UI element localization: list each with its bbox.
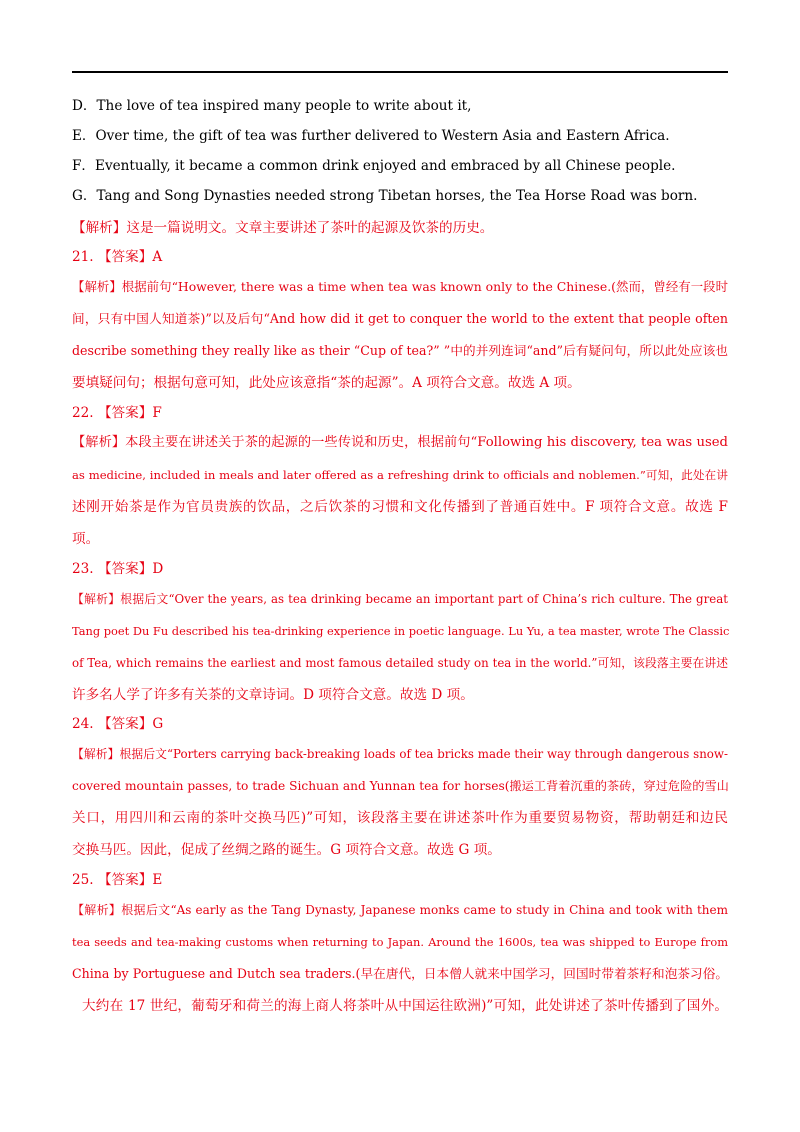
option-g: G．Tang and Song Dynasties needed strong Tibetan horses, the Tea Horse Road was born. (72, 188, 698, 204)
answer-24: 24. 【答案】G (72, 716, 164, 732)
answer-23: 23. 【答案】D (72, 561, 164, 577)
explanation-24-line: 关口，用四川和云南的茶叶交换马匹)”可知，该段落主要在讲述茶叶作为重要贸易物资，帮助朝廷和边民 (72, 810, 728, 826)
passage-summary: 【解析】这是一篇说明文。文章主要讲述了茶叶的起源及饮茶的历史。 (72, 220, 494, 236)
explanation-25-line: 大约在 17 世纪，葡萄牙和荷兰的海上商人将茶叶从中国运往欧洲)”可知，此处讲述了茶叶传播到了国外。 (82, 998, 728, 1014)
explanation-23-line: 许多名人学了许多有关茶的文章诗词。D 项符合文意。故选 D 项。 (72, 687, 474, 703)
explanation-24-line: 交换马匹。因此，促成了丝绸之路的诞生。G 项符合文意。故选 G 项。 (72, 842, 501, 858)
explanation-23-line: of Tea, which remains the earliest and most famous detailed study on tea in the world.”可知，该段落主要在讲述 (72, 656, 728, 670)
answer-22: 22. 【答案】F (72, 405, 162, 421)
explanation-25-line: tea seeds and tea-making customs when returning to Japan. Around the 1600s, tea was shipped to Europe from (72, 935, 728, 949)
header-rule (72, 71, 728, 73)
explanation-23-line: 【解析】根据后文“Over the years, as tea drinking became an important part of China’s rich culture. The great (72, 592, 728, 606)
option-d: D．The love of tea inspired many people to write about it, (72, 98, 472, 114)
answer-25: 25. 【答案】E (72, 872, 163, 888)
explanation-24-line: 【解析】根据后文“Porters carrying back-breaking loads of tea bricks made their way through dangerous snow- (72, 747, 728, 761)
explanation-21-line: 间，只有中国人知道茶)”以及后句“And how did it get to conquer the world to the extent that people often (72, 311, 728, 326)
explanation-25-line: 【解析】根据后文“As early as the Tang Dynasty, Japanese monks came to study in China and took with them (72, 903, 728, 917)
explanation-22-line: 述刚开始茶是作为官员贵族的饮品，之后饮茶的习惯和文化传播到了普通百姓中。F 项符合文意。故选 F (72, 499, 728, 515)
explanation-21-line: 【解析】根据前句“However, there was a time when tea was known only to the Chinese.(然而，曾经有一段时 (72, 279, 728, 294)
explanation-21-line: describe something they really like as their “Cup of tea?” ”中的并列连词“and”后有疑问句，所以此处应该也 (72, 343, 728, 358)
answer-21: 21. 【答案】A (72, 249, 163, 265)
explanation-21-line: 要填疑问句；根据句意可知，此处应该意指“茶的起源”。A 项符合文意。故选 A 项。 (72, 375, 581, 391)
option-f: F．Eventually, it became a common drink enjoyed and embraced by all Chinese people. (72, 158, 676, 174)
option-e: E．Over time, the gift of tea was further delivered to Western Asia and Eastern Africa. (72, 128, 670, 144)
explanation-22-line: as medicine, included in meals and later offered as a refreshing drink to officials and noblemen.”可知，此处在讲 (72, 468, 728, 482)
explanation-25-line: China by Portuguese and Dutch sea traders.(早在唐代，日本僧人就来中国学习，回国时带着茶籽和泡茶习俗。 (72, 966, 728, 981)
explanation-22-line: 【解析】本段主要在讲述关于茶的起源的一些传说和历史，根据前句“Following his discovery, tea was used (72, 435, 728, 450)
explanation-23-line: Tang poet Du Fu described his tea-drinking experience in poetic language. Lu Yu, a tea master, wrote The Classic (72, 624, 730, 638)
explanation-24-line: covered mountain passes, to trade Sichuan and Yunnan tea for horses(搬运工背着沉重的茶砖，穿过危险的雪山 (72, 779, 729, 793)
explanation-22-line: 项。 (72, 531, 100, 547)
